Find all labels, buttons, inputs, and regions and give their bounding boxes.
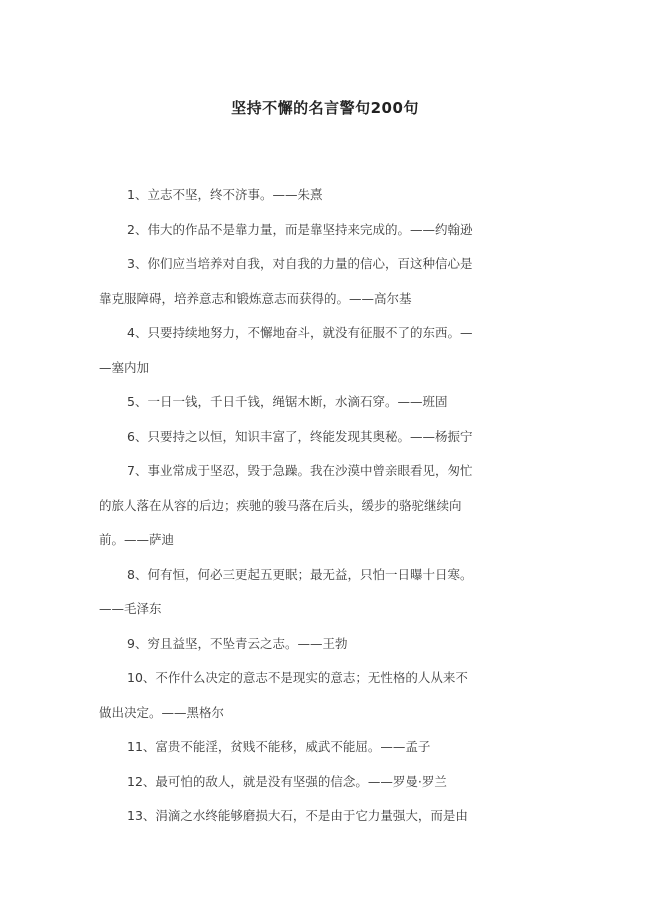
quote-line: 1、立志不坚，终不济事。——朱熹 bbox=[127, 187, 323, 202]
quote-line: 前。——萨迪 bbox=[99, 532, 175, 547]
quote-line: 10、不作什么决定的意志不是现实的意志；无性格的人从来不 bbox=[127, 670, 468, 685]
quote-line: 的旅人落在从容的后边；疾驰的骏马落在后头，缓步的骆驼继续向 bbox=[99, 497, 462, 513]
quote-line: 靠克服障碍，培养意志和锻炼意志而获得的。——高尔基 bbox=[99, 290, 412, 306]
quote-line: —塞内加 bbox=[99, 359, 150, 375]
quote-line: 6、只要持之以恒，知识丰富了，终能发现其奥秘。——杨振宁 bbox=[127, 428, 473, 444]
quote-line: 5、一日一钱，千日千钱，绳锯木断，水滴石穿。——班固 bbox=[127, 394, 448, 409]
document-title: 坚持不懈的名言警句200句 bbox=[231, 99, 419, 117]
quote-line: 3、你们应当培养对自我，对自我的力量的信心，百这种信心是 bbox=[127, 256, 473, 271]
quote-line: 8、何有恒，何必三更起五更眠；最无益，只怕一日曝十日寒。 bbox=[127, 566, 473, 582]
quote-line: 做出决定。——黑格尔 bbox=[99, 704, 225, 720]
quote-line: 4、只要持续地努力，不懈地奋斗，就没有征服不了的东西。— bbox=[127, 325, 473, 340]
quote-line: 9、穷且益坚，不坠青云之志。——王勃 bbox=[127, 635, 348, 651]
quote-line: 11、富贵不能淫，贫贱不能移，威武不能屈。——孟子 bbox=[127, 739, 431, 754]
quote-line: 12、最可怕的敌人，就是没有坚强的信念。——罗曼·罗兰 bbox=[127, 773, 447, 789]
quote-line: 13、涓滴之水终能够磨损大石，不是由于它力量强大，而是由 bbox=[127, 808, 468, 823]
quote-line: ——毛泽东 bbox=[99, 601, 162, 616]
quote-line: 7、事业常成于坚忍，毁于急躁。我在沙漠中曾亲眼看见，匆忙 bbox=[127, 463, 473, 478]
quote-line: 2、伟大的作品不是靠力量，而是靠坚持来完成的。——约翰逊 bbox=[127, 221, 473, 237]
quote-list bbox=[99, 178, 549, 834]
